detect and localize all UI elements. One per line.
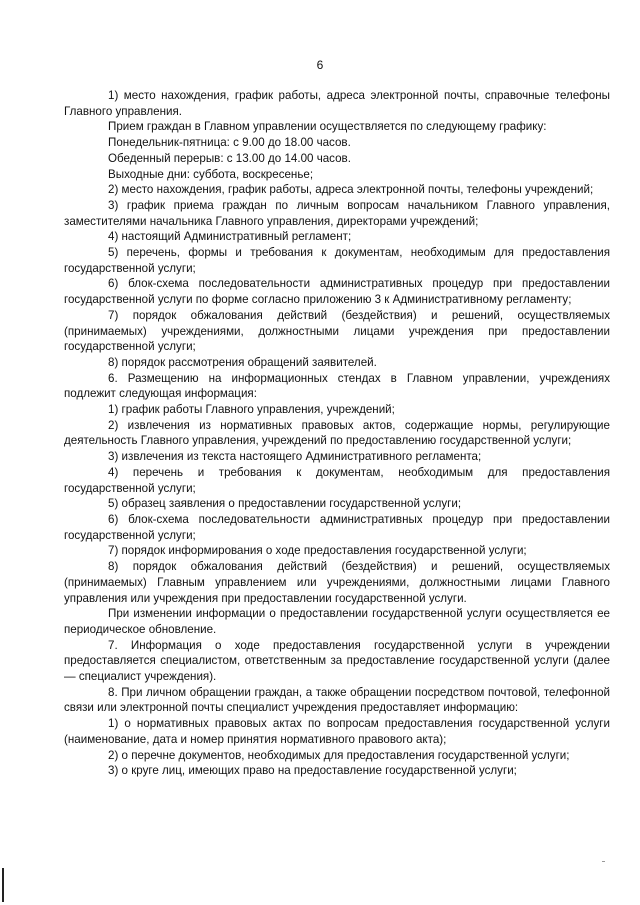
paragraph: 4) перечень и требования к документам, необходимым для предоставления государственной услуги; — [64, 465, 610, 495]
paragraph: 6) блок-схема последовательности административных процедур при предоставлении государственной услуги; — [64, 512, 610, 542]
paragraph: 1) о нормативных правовых актах по вопросам предоставления государственной услуги (наименование, дата и номер принятия нормативного правового акта); — [64, 717, 610, 746]
paragraph: 3) о круге лиц, имеющих право на предоставление государственной услуги; — [108, 764, 517, 778]
paragraph: 8. При личном обращении граждан, а также обращении посредством почтовой, телефонной связи или электронной почты специалист учреждения предоставляет информацию: — [64, 685, 610, 715]
paragraph: 6. Размещению на информационных стендах в Главном управлении, учреждениях подлежит следующая информация: — [64, 371, 610, 401]
paragraph: Обеденный перерыв: с 13.00 до 14.00 часов. — [108, 151, 351, 165]
page-number: 6 — [316, 58, 324, 72]
paragraph: 8) порядок обжалования действий (бездействия) и решений, осуществляемых (принимаемых) Главным управлением или учреждениями, должностными лицами Главного управления или учреждения при предоставлении государственной услуги. — [64, 560, 610, 605]
document-body — [64, 88, 610, 779]
paragraph: 5) перечень, формы и требования к документам, необходимым для предоставления государственной услуги; — [64, 246, 610, 275]
paragraph: Понедельник-пятница: с 9.00 до 18.00 часов. — [108, 136, 351, 150]
paragraph: 6) блок-схема последовательности административных процедур при предоставлении государственной услуги по форме согласно приложению 3 к Административному регламенту; — [64, 277, 610, 307]
paragraph: 5) образец заявления о предоставлении государственной услуги; — [108, 497, 462, 511]
paragraph: 2) о перечне документов, необходимых для предоставления государственной услуги; — [108, 748, 570, 762]
paragraph: 2) извлечения из нормативных правовых актов, содержащие нормы, регулирующие деятельность Главного управления, учреждений по предоставлению государственной услуги; — [64, 418, 610, 448]
paragraph: 2) место нахождения, график работы, адреса электронной почты, телефоны учреждений; — [108, 183, 594, 197]
paragraph: 1) график работы Главного управления, учреждений; — [108, 403, 395, 417]
paragraph: 4) настоящий Административный регламент; — [108, 230, 352, 244]
paragraph: Выходные дни: суббота, воскресенье; — [108, 167, 314, 181]
paragraph: 1) место нахождения, график работы, адреса электронной почты, справочные телефоны Главного управления. — [64, 89, 610, 118]
paragraph: 8) порядок рассмотрения обращений заявителей. — [108, 355, 377, 369]
scan-margin-mark — [2, 868, 4, 902]
scan-speck — [602, 861, 605, 862]
paragraph: 7. Информация о ходе предоставления государственной услуги в учреждении предоставляется специалистом, ответственным за предоставление государственной услуги (далее — специалист учреждения). — [64, 638, 610, 684]
paragraph: 7) порядок информирования о ходе предоставления государственной услуги; — [108, 544, 527, 558]
paragraph: Прием граждан в Главном управлении осуществляется по следующему графику: — [108, 120, 547, 134]
paragraph: 3) график приема граждан по личным вопросам начальником Главного управления, заместителями начальника Главного управления, директорами учреждений; — [64, 198, 610, 228]
paragraph: 7) порядок обжалования действий (бездействия) и решений, осуществляемых (принимаемых) учреждениями, должностными лицами учреждения при предоставлении государственной услуги; — [64, 308, 610, 354]
paragraph: При изменении информации о предоставлении государственной услуги осуществляется ее периодическое обновление. — [64, 607, 610, 636]
paragraph: 3) извлечения из текста настоящего Административного регламента; — [108, 450, 482, 464]
